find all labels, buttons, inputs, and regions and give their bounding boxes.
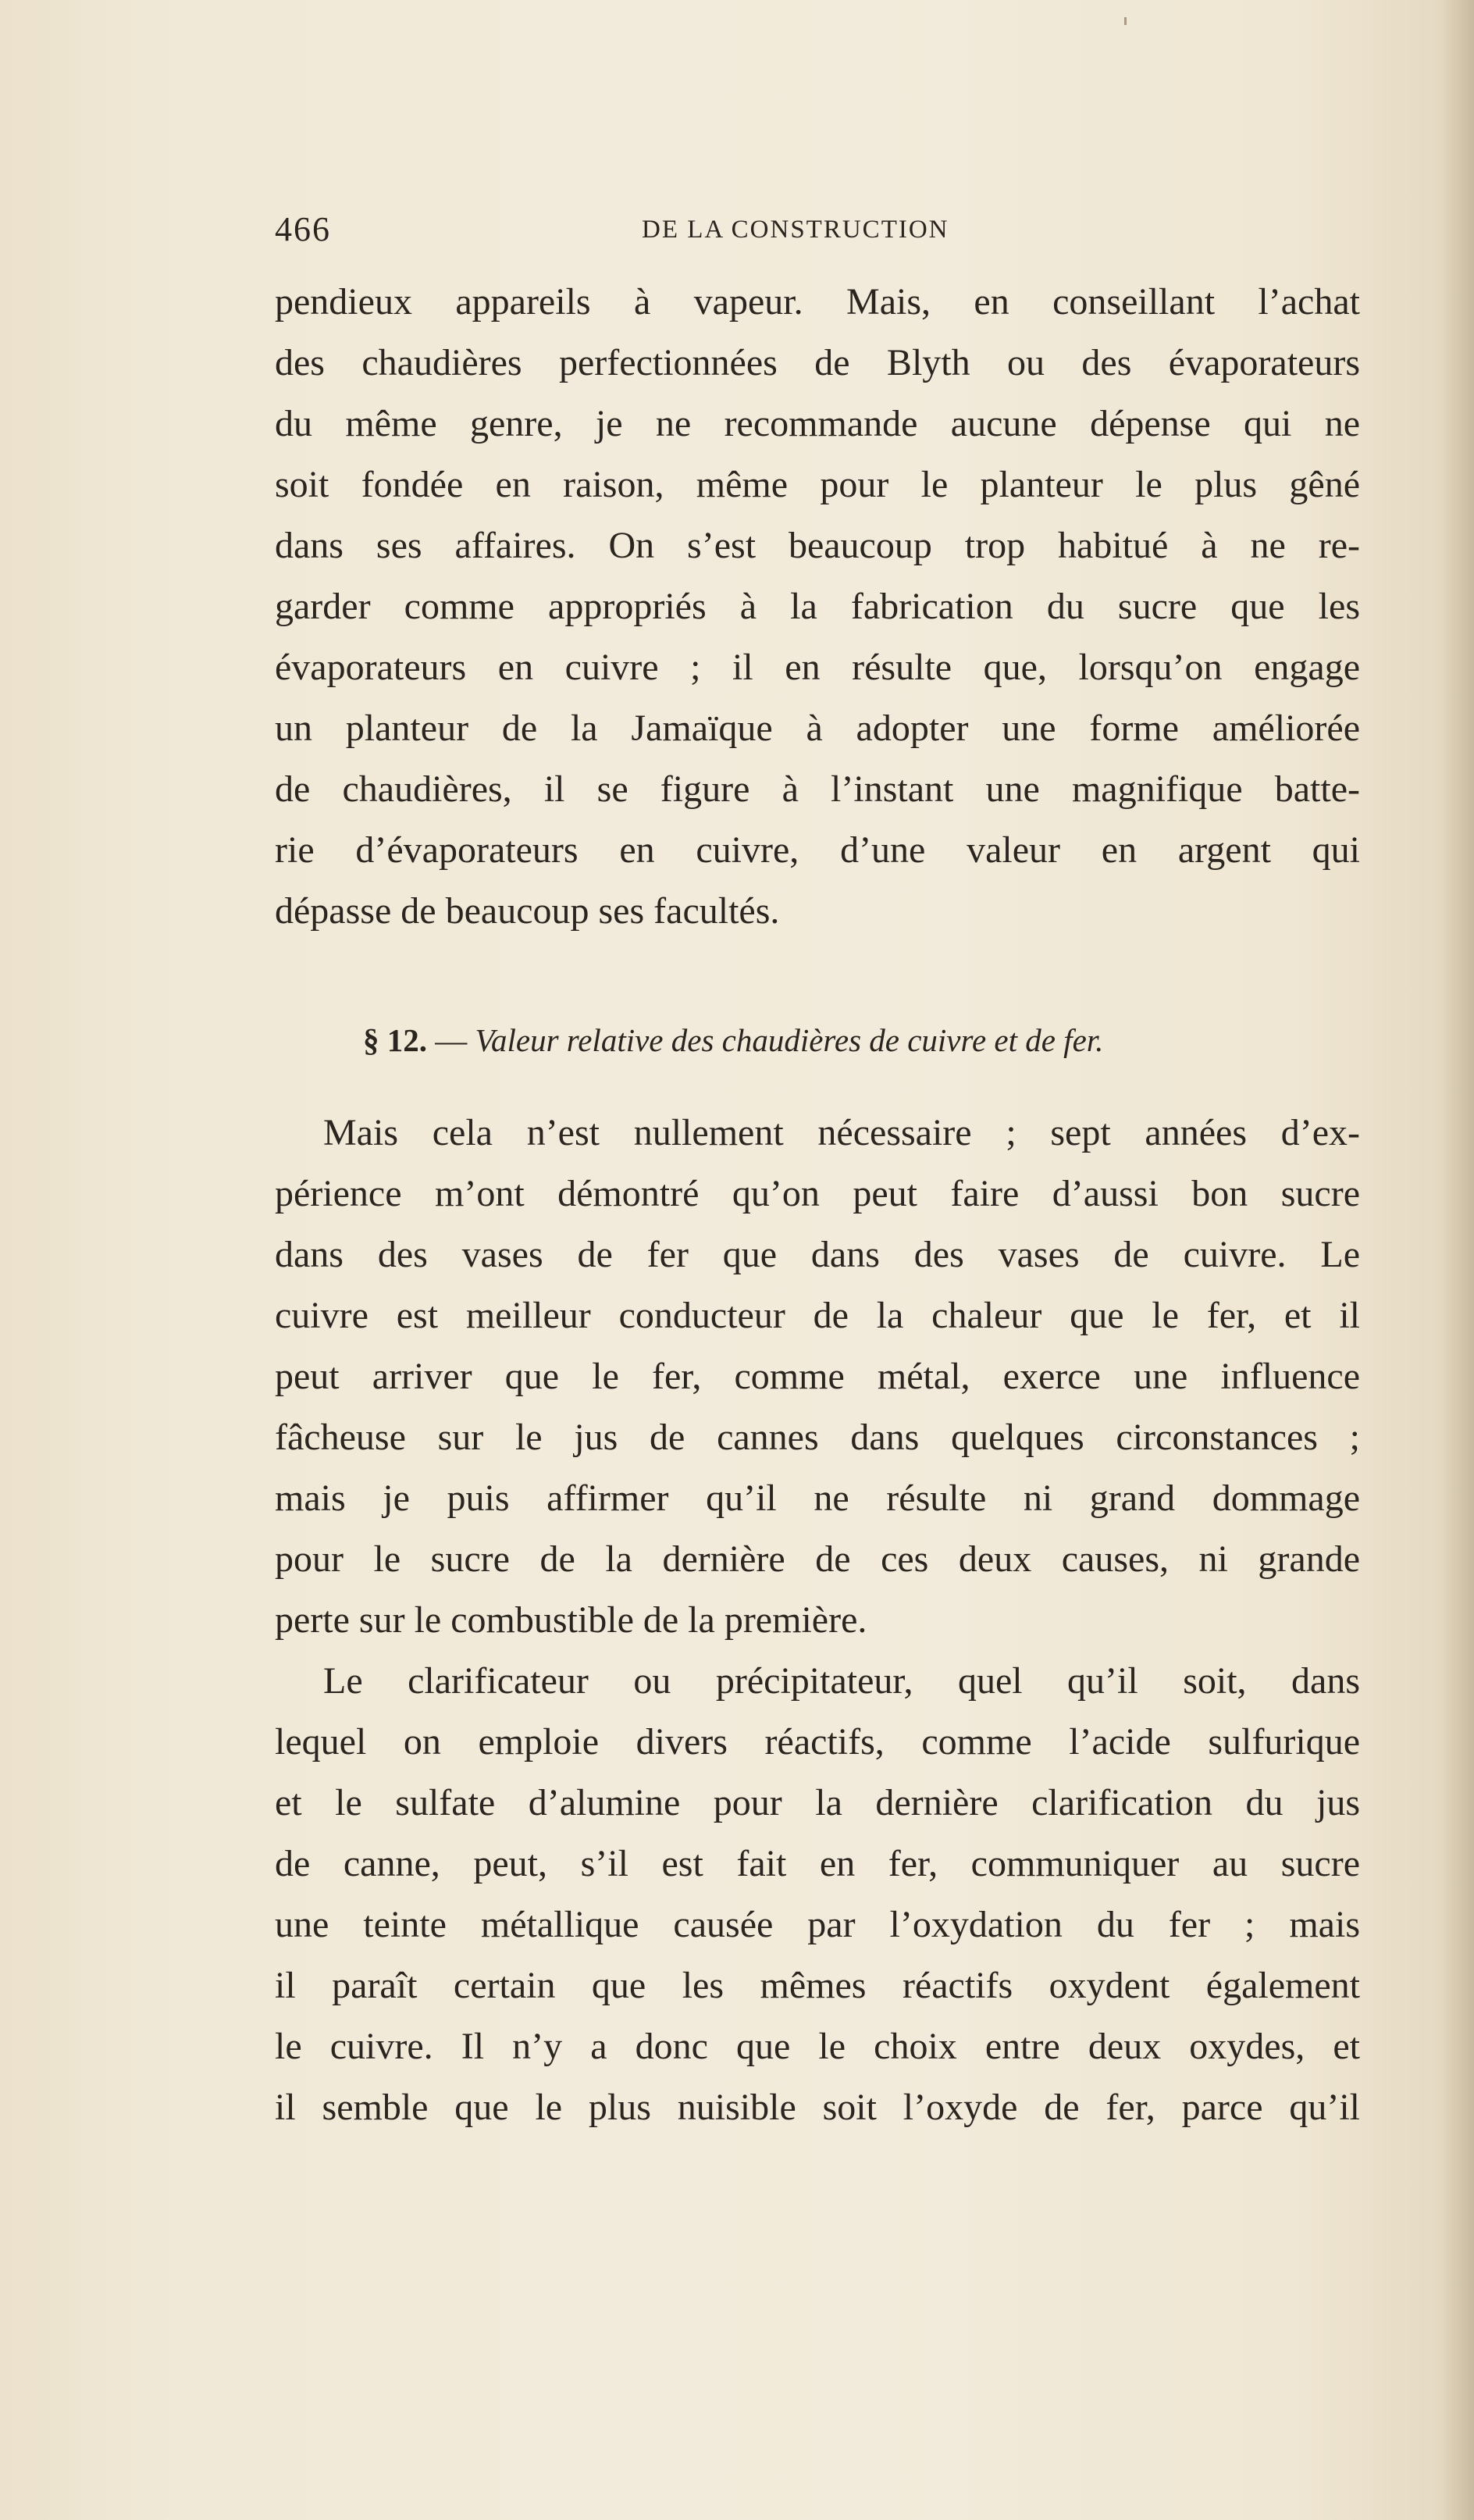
paper-speck [1124, 17, 1127, 25]
text-line: du même genre, je ne recommande aucune dépense qui ne [275, 403, 1360, 444]
text-line: perte sur le combustible de la première. [275, 1599, 867, 1641]
page-number: 466 [275, 210, 331, 248]
section-number: § 12. [363, 1022, 427, 1058]
text-line: pendieux appareils à vapeur. Mais, en conseillant l’achat [275, 281, 1360, 323]
text-line: des chaudières perfectionnées de Blyth ou des évaporateurs [275, 342, 1360, 383]
text-line: mais je puis affirmer qu’il ne résulte ni grand dommage [275, 1477, 1360, 1519]
text-line: pour le sucre de la dernière de ces deux causes, ni grande [275, 1538, 1360, 1580]
running-title: DE LA CONSTRUCTION [642, 216, 949, 244]
text-line: il semble que le plus nuisible soit l’oxyde de fer, parce qu’il [275, 2087, 1360, 2128]
text-line: soit fondée en raison, même pour le planteur le plus gêné [275, 464, 1360, 505]
text-line: dans des vases de fer que dans des vases de cuivre. Le [275, 1234, 1360, 1275]
text-line: Le clarificateur ou précipitateur, quel qu’il soit, dans [323, 1660, 1360, 1702]
text-line: cuivre est meilleur conducteur de la chaleur que le fer, et il [275, 1295, 1360, 1336]
page-edge-shadow [1443, 0, 1474, 2520]
text-line: de canne, peut, s’il est fait en fer, communiquer au sucre [275, 1843, 1360, 1884]
text-line: et le sulfate d’alumine pour la dernière clarification du jus [275, 1782, 1360, 1823]
text-line: un planteur de la Jamaïque à adopter une forme améliorée [275, 708, 1360, 749]
section-dash: — [427, 1022, 475, 1058]
section-heading [363, 1021, 1103, 1059]
paragraph-1 [275, 272, 1360, 942]
text-line: dépasse de beaucoup ses facultés. [275, 890, 780, 932]
text-line: rie d’évaporateurs en cuivre, d’une valeur en argent qui [275, 829, 1360, 871]
text-line: il paraît certain que les mêmes réactifs oxydent également [275, 1965, 1360, 2006]
paragraph-2-and-3 [275, 1103, 1360, 2138]
text-line: Mais cela n’est nullement nécessaire ; sept années d’ex- [323, 1112, 1360, 1153]
text-line: lequel on emploie divers réactifs, comme l’acide sulfurique [275, 1721, 1360, 1763]
text-line: évaporateurs en cuivre ; il en résulte que, lorsqu’on engage [275, 647, 1360, 688]
text-line: dans ses affaires. On s’est beaucoup trop habitué à ne re- [275, 525, 1360, 566]
section-title: Valeur relative des chaudières de cuivre et de fer. [475, 1022, 1104, 1058]
text-line: peut arriver que le fer, comme métal, exerce une influence [275, 1356, 1360, 1397]
text-line: garder comme appropriés à la fabrication du sucre que les [275, 586, 1360, 627]
text-line: de chaudières, il se figure à l’instant une magnifique batte- [275, 768, 1360, 810]
text-line: périence m’ont démontré qu’on peut faire d’aussi bon sucre [275, 1173, 1360, 1214]
text-line: le cuivre. Il n’y a donc que le choix entre deux oxydes, et [275, 2026, 1360, 2067]
text-line: une teinte métallique causée par l’oxydation du fer ; mais [275, 1904, 1360, 1945]
page-header [275, 209, 1360, 248]
text-line: fâcheuse sur le jus de cannes dans quelques circonstances ; [275, 1417, 1360, 1458]
